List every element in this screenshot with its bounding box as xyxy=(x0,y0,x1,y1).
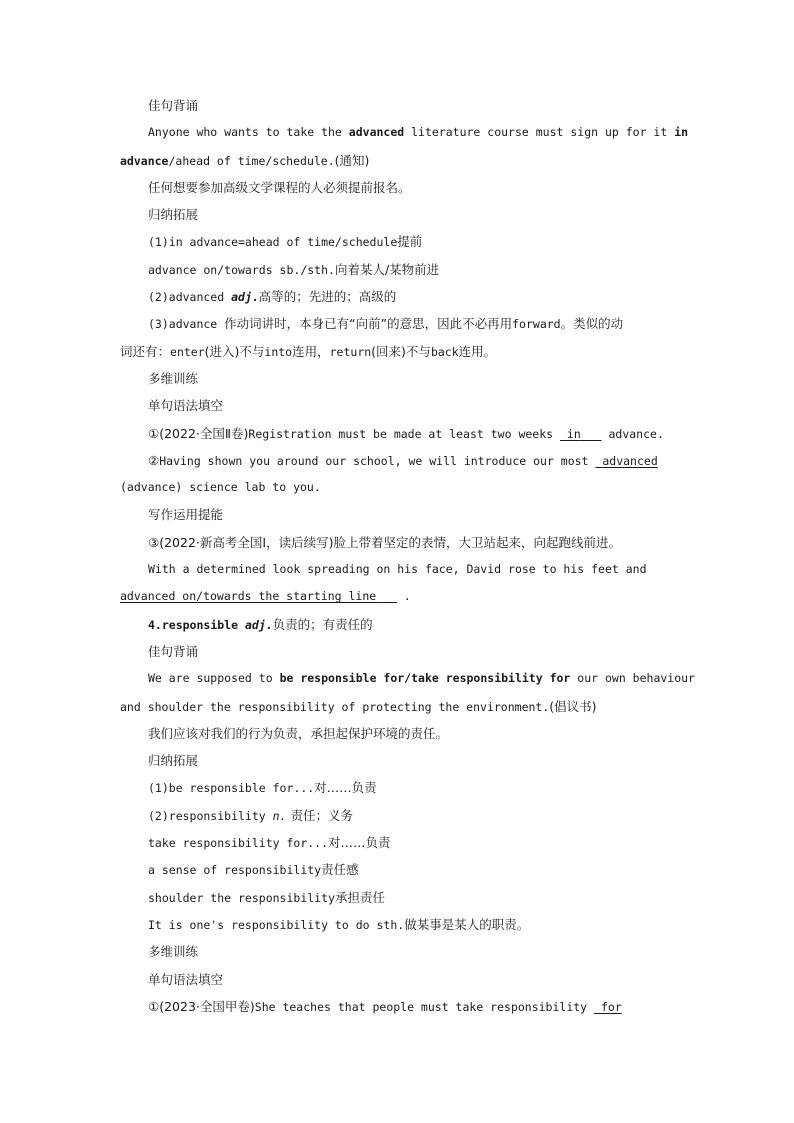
section-heading-practice: 多维训练 xyxy=(148,944,199,960)
summary-item: (2)advanced adj.高等的；先进的；高级的 xyxy=(148,289,397,305)
example-sentence-advance: Anyone who wants to take the advanced literature course must sign up for it in xyxy=(148,125,689,140)
summary-item: a sense of responsibility责任感 xyxy=(148,862,359,878)
section-heading-recite: 佳句背诵 xyxy=(148,643,199,659)
answer-blank: advanced xyxy=(602,453,658,468)
summary-item: (1)in advance=ahead of time/schedule提前 xyxy=(148,234,423,250)
section-heading-recite: 佳句背诵 xyxy=(148,98,199,113)
exercise-item: ③(2022·新高考全国Ⅰ，读后续写)脸上带着坚定的表情，大卫站起来，向起跑线前进。 xyxy=(148,534,621,550)
exercise-item: ①(2023·全国甲卷)She teaches that people must take responsibility for xyxy=(148,998,622,1014)
example-sentence-responsible-cont: and shoulder the responsibility of protecting the environment.(倡议书) xyxy=(120,698,597,714)
exercise-item: ②Having shown you around our school, we will introduce our most advanced xyxy=(148,452,658,468)
subsection-heading-writing: 写作运用提能 xyxy=(148,507,224,523)
summary-item: It is one's responsibility to do sth.做某事是某人的职责。 xyxy=(148,916,530,932)
document-page xyxy=(120,92,695,1020)
example-translation: 任何想要参加高级文学课程的人必须提前报名。 xyxy=(148,179,411,195)
exercise-translation-en: With a determined look spreading on his face, David rose to his feet and xyxy=(148,562,647,577)
summary-item: shoulder the responsibility承担责任 xyxy=(148,889,385,905)
subsection-heading-fill: 单句语法填空 xyxy=(148,398,224,414)
example-translation: 我们应该对我们的行为负责，承担起保护环境的责任。 xyxy=(148,725,449,741)
example-sentence-advance-cont: advance/ahead of time/schedule.(通知) xyxy=(120,152,370,168)
summary-note: (3)advance 作动词讲时，本身已有“向前”的意思，因此不必再用forward。类似的动 xyxy=(148,316,624,332)
summary-item: (2)responsibility n. 责任；义务 xyxy=(148,807,353,823)
section-heading-summary: 归纳拓展 xyxy=(148,753,199,769)
summary-item: (1)be responsible for...对……负责 xyxy=(148,780,377,796)
summary-item: take responsibility for...对……负责 xyxy=(148,835,391,851)
subsection-heading-fill: 单句语法填空 xyxy=(148,971,224,987)
section-heading-summary: 归纳拓展 xyxy=(148,207,199,223)
summary-item: advance on/towards sb./sth.向着某人/某物前进 xyxy=(148,261,440,277)
answer-blank: advanced on/towards the starting line xyxy=(120,589,377,604)
answer-blank: for xyxy=(600,999,622,1014)
answer-blank: in xyxy=(566,426,581,441)
summary-note-cont: 词还有：enter(进入)不与into连用，return(回来)不与back连用。 xyxy=(120,343,497,359)
exercise-item-cont: (advance) science lab to you. xyxy=(120,480,321,495)
exercise-answer-line: advanced on/towards the starting line . xyxy=(120,589,411,604)
example-sentence-responsible: We are supposed to be responsible for/take responsibility for our own behaviour xyxy=(148,671,695,686)
exercise-item: ①(2022·全国Ⅱ卷)Registration must be made at least two weeks in advance. xyxy=(148,425,664,441)
section-heading-practice: 多维训练 xyxy=(148,370,199,386)
vocab-entry-title: 4.responsible adj.负责的；有责任的 xyxy=(148,616,373,632)
